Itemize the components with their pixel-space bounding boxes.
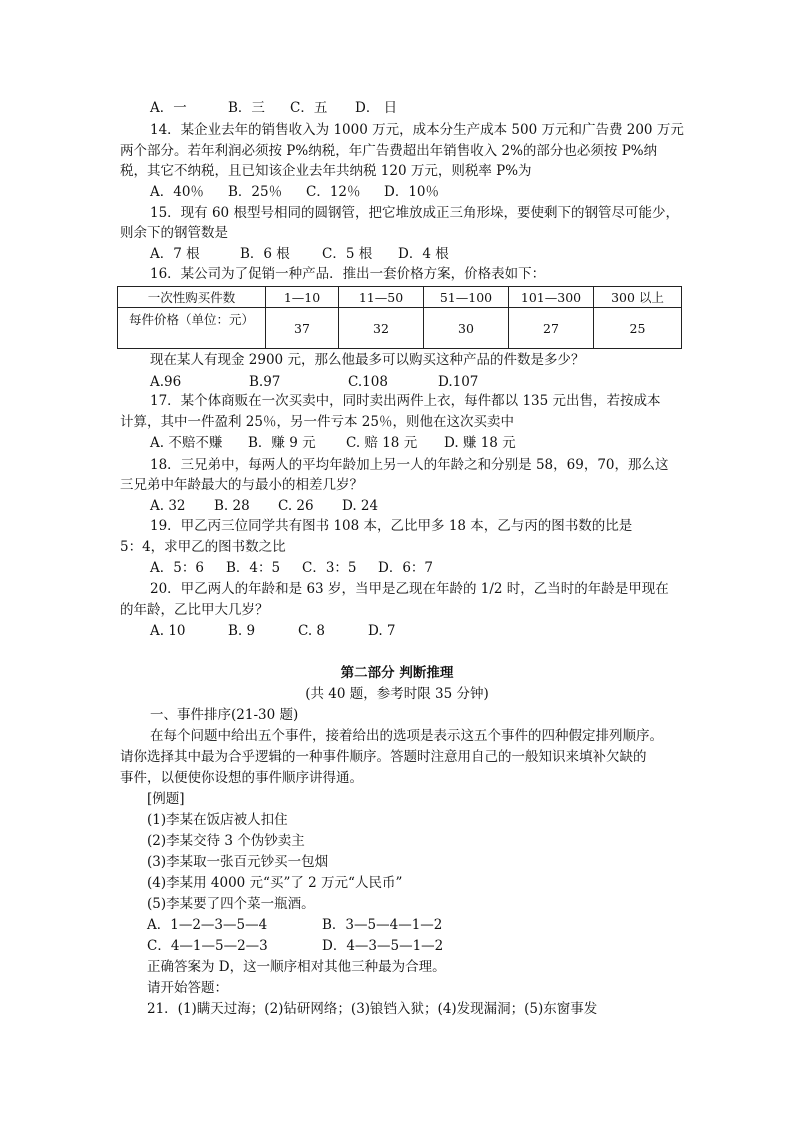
- q14-option-d: D．10％: [384, 184, 440, 200]
- q16-option-b: B.97: [249, 374, 281, 390]
- q17-line-1: 17．某个体商贩在一次买卖中，同时卖出两件上衣，每件都以 135 元出售，若按成本: [150, 393, 661, 409]
- q19-option-d: D．6：7: [378, 560, 434, 576]
- part2-instructions-line-3: 事件，以便使你设想的事件顺序讲得通。: [120, 770, 363, 786]
- example-event-5: (5)李某要了四个菜一瓶酒。: [147, 896, 315, 912]
- q18-option-b: B. 28: [214, 498, 250, 514]
- example-option-a: A．1—2—3—5—4: [147, 917, 268, 933]
- q15-option-b: B．6 根: [240, 246, 290, 262]
- price-table-header-row: [118, 287, 682, 308]
- q20-option-c: C. 8: [298, 623, 326, 639]
- part2-section-heading: 一、事件排序(21-30 题): [150, 707, 299, 723]
- q14-option-a: A．40％: [150, 184, 204, 200]
- q20-option-d: D. 7: [368, 623, 396, 639]
- q15-option-d: D．4 根: [398, 246, 449, 262]
- q14-line-3: 税，其它不纳税，且已知该企业去年共纳税 120 万元，则税率 P%为: [120, 163, 532, 179]
- q14-line-2: 两个部分。若年利润必须按 P%纳税，年广告费超出年销售收入 2%的部分也必须按 P%纳: [120, 143, 658, 159]
- example-event-2: (2)李某交待 3 个伪钞卖主: [147, 833, 305, 849]
- q15-option-a: A．7 根: [150, 246, 200, 262]
- price-table-header-range: 1—10: [266, 287, 339, 308]
- example-label: [例题]: [147, 791, 185, 807]
- price-table: [117, 286, 682, 349]
- part2-title: 第二部分 判断推理: [340, 665, 454, 681]
- q14-line-1: 14．某企业去年的销售收入为 1000 万元，成本分生产成本 500 万元和广告费 200 万元: [150, 122, 684, 138]
- q19-line-1: 19．甲乙丙三位同学共有图书 108 本，乙比甲多 18 本，乙与丙的图书数的比是: [150, 518, 633, 534]
- q20-option-a: A. 10: [150, 623, 186, 639]
- price-table-cell: 30: [424, 308, 509, 349]
- start-prompt: 请开始答题：: [147, 980, 228, 996]
- q14-option-c: C．12％: [306, 184, 361, 200]
- q20-line-2: 的年龄，乙比甲大几岁？: [120, 602, 269, 618]
- example-option-b: B．3—5—4—1—2: [322, 917, 443, 933]
- q17-option-d: D. 赚 18 元: [444, 435, 516, 451]
- q19-option-c: C．3：5: [302, 560, 357, 576]
- price-table-cell: 32: [339, 308, 424, 349]
- example-option-c: C．4—1—5—2—3: [147, 938, 268, 954]
- price-table-header-range: 51—100: [424, 287, 509, 308]
- q14-option-b: B．25％: [228, 184, 283, 200]
- q13-option-a: A．一: [150, 100, 187, 116]
- part2-instructions-line-2: 请你选择其中最为合乎逻辑的一种事件顺序。答题时注意用自己的一般知识来填补欠缺的: [120, 749, 647, 765]
- q16-option-d: D.107: [438, 374, 479, 390]
- q19-option-a: A．5：6: [150, 560, 204, 576]
- q18-line-2: 三兄弟中年龄最大的与最小的相差几岁？: [120, 477, 363, 493]
- q18-option-a: A. 32: [150, 498, 186, 514]
- q17-line-2: 计算，其中一件盈利 25％，另一件亏本 25％，则他在这次买卖中: [120, 414, 514, 430]
- q21-events: 21．(1)瞒天过海；(2)钻研网络；(3)锒铛入狱；(4)发现漏洞；(5)东窗事发: [147, 1001, 598, 1017]
- price-table-header-range: 300 以上: [594, 287, 682, 308]
- q16-intro: 16．某公司为了促销一种产品．推出一套价格方案，价格表如下：: [150, 266, 546, 282]
- example-event-1: (1)李某在饭店被人扣住: [147, 812, 288, 828]
- price-table-header-quantity: 一次性购买件数: [118, 287, 266, 308]
- price-table-cell: 25: [594, 308, 682, 349]
- price-table-header-range: 11—50: [339, 287, 424, 308]
- example-event-3: (3)李某取一张百元钞买一包烟: [147, 854, 329, 870]
- q19-line-2: 5：4，求甲乙的图书数之比: [120, 539, 286, 555]
- price-table-row: [118, 308, 682, 349]
- example-answer-note: 正确答案为 D，这一顺序相对其他三种最为合理。: [147, 959, 446, 975]
- example-event-4: (4)李某用 4000 元“买”了 2 万元“人民币”: [147, 875, 403, 891]
- q18-option-c: C. 26: [278, 498, 314, 514]
- q16-option-a: A.96: [150, 374, 182, 390]
- price-table-row-label: 每件价格（单位：元）: [118, 308, 266, 349]
- q17-option-c: C. 赔 18 元: [346, 435, 418, 451]
- q17-option-b: B．赚 9 元: [248, 435, 316, 451]
- q13-option-c: C．五: [290, 100, 328, 116]
- q17-option-a: A. 不赔不赚: [150, 435, 223, 451]
- price-table-header-range: 101—300: [509, 287, 594, 308]
- q15-option-c: C．5 根: [322, 246, 373, 262]
- price-table-cell: 27: [509, 308, 594, 349]
- q13-option-b: B．三: [228, 100, 265, 116]
- q15-line-1: 15．现有 60 根型号相同的圆钢管，把它堆放成正三角形垛，要使剩下的钢管尽可能少，: [150, 205, 679, 221]
- q15-line-2: 则余下的钢管数是: [120, 225, 228, 241]
- part2-instructions-line-1: 在每个问题中给出五个事件，接着给出的选项是表示这五个事件的四种假定排列顺序。: [150, 728, 663, 744]
- part2-subtitle: (共 40 题，参考时限 35 分钟): [305, 686, 489, 702]
- q18-option-d: D. 24: [342, 498, 379, 514]
- q20-line-1: 20．甲乙两人的年龄和是 63 岁，当甲是乙现在年龄的 1/2 时，乙当时的年龄是甲现在: [150, 581, 669, 597]
- q20-option-b: B. 9: [228, 623, 256, 639]
- q16-question: 现在某人有现金 2900 元，那么他最多可以购买这种产品的件数是多少？: [150, 352, 585, 368]
- price-table-cell: 37: [266, 308, 339, 349]
- q16-option-c: C.108: [348, 374, 388, 390]
- example-option-d: D．4—3—5—1—2: [322, 938, 444, 954]
- q18-line-1: 18．三兄弟中，每两人的平均年龄加上另一人的年龄之和分别是 58，69，70，那么这: [150, 457, 669, 473]
- q13-option-d: D． 日: [355, 100, 398, 116]
- q19-option-b: B．4：5: [226, 560, 281, 576]
